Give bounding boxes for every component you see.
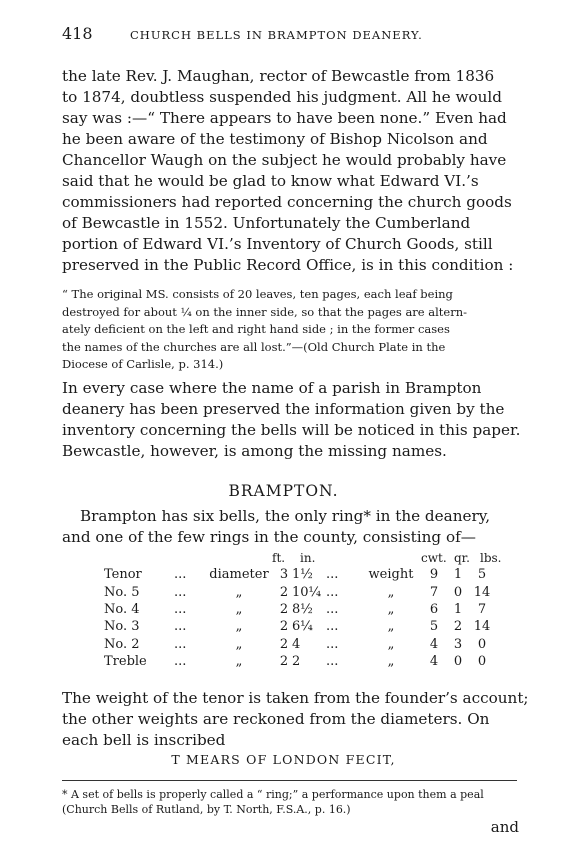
page-number: 418 <box>62 24 93 43</box>
text-line: Chancellor Waugh on the subject he would probably have <box>62 151 507 169</box>
bell-cell-cwt: 9 <box>429 567 439 583</box>
unit-in: in. <box>300 551 316 565</box>
bell-cell-lbs: 14 <box>473 584 491 600</box>
bell-row <box>104 653 494 670</box>
bell-cell-qr: 0 <box>453 584 463 600</box>
bell-cell-weight: „ <box>387 619 395 635</box>
bell-cell-dots1: ... <box>174 567 187 583</box>
bell-cell-measure: „ <box>235 584 243 600</box>
bell-cell-in: 8½ <box>292 601 313 617</box>
page-header <box>62 24 519 46</box>
bell-cell-measure: „ <box>235 654 243 670</box>
block-quote <box>62 286 519 374</box>
bell-cell-bell: No. 3 <box>104 619 140 635</box>
bell-row <box>104 566 494 583</box>
bell-inscription: T MEARS OF LONDON FECIT, <box>171 752 396 767</box>
bell-cell-measure: „ <box>235 619 243 635</box>
bell-cell-qr: 1 <box>453 567 463 583</box>
quote-line: “ The original MS. consists of 20 leaves, ten pages, each leaf being <box>62 287 453 301</box>
bell-cell-lbs: 5 <box>477 567 487 583</box>
quote-line: ately deficient on the left and right hand side ; in the former cases <box>62 322 450 337</box>
bell-row <box>104 601 494 618</box>
text-line: of Bewcastle in 1552. Unfortunately the Cumberland <box>62 214 471 232</box>
bell-cell-dots1: ... <box>174 619 187 635</box>
bell-cell-measure: „ <box>235 601 243 617</box>
bell-cell-lbs: 7 <box>477 601 487 617</box>
bell-cell-bell: Tenor <box>104 567 142 583</box>
bells-table <box>104 566 494 670</box>
bell-cell-cwt: 6 <box>429 601 439 617</box>
bell-cell-weight: „ <box>387 654 395 670</box>
text-line: said that he would be glad to know what Edward VI.’s <box>62 172 479 190</box>
bell-cell-in: 10¼ <box>292 584 322 600</box>
bell-cell-dots2: ... <box>326 636 339 652</box>
unit-ft: ft. <box>272 551 286 565</box>
paragraph-bewcastle <box>62 66 519 276</box>
bell-cell-weight: „ <box>387 584 395 600</box>
text-line: and one of the few rings in the county, consisting of— <box>62 528 476 546</box>
text-line: the late Rev. J. Maughan, rector of Bewcastle from 1836 <box>62 67 495 85</box>
bell-cell-cwt: 4 <box>429 636 439 652</box>
text-line: Bewcastle, however, is among the missing names. <box>62 442 447 460</box>
bell-cell-dots2: ... <box>326 567 339 583</box>
bell-cell-ft: 2 <box>279 654 289 670</box>
paragraph-inventory <box>62 378 519 462</box>
bell-cell-measure: diameter <box>209 567 269 583</box>
bell-cell-bell: No. 4 <box>104 601 140 617</box>
bell-cell-lbs: 0 <box>477 654 487 670</box>
bell-cell-dots1: ... <box>174 636 187 652</box>
unit-cwt: cwt. <box>421 551 447 565</box>
quote-line: destroyed for about ¼ on the inner side, so that the pages are altern- <box>62 304 468 319</box>
section-heading: BRAMPTON. <box>228 482 339 500</box>
bell-cell-cwt: 7 <box>429 584 439 600</box>
bell-cell-cwt: 5 <box>429 619 439 635</box>
bell-cell-bell: Treble <box>104 654 147 670</box>
catchword: and <box>490 818 519 836</box>
text-line: the other weights are reckoned from the diameters. On <box>62 710 490 728</box>
text-line: commissioners had reported concerning the church goods <box>62 193 512 211</box>
bell-cell-dots1: ... <box>174 584 187 600</box>
quote-line: Diocese of Carlisle, p. 314.) <box>62 357 224 372</box>
text-line: to 1874, doubtless suspended his judgment. All he would <box>62 88 502 106</box>
bell-cell-ft: 2 <box>279 601 289 617</box>
bell-cell-weight: „ <box>387 636 395 652</box>
text-line: preserved in the Public Record Office, is in this condition : <box>62 256 514 274</box>
text-line: inventory concerning the bells will be noticed in this paper. <box>62 421 521 439</box>
bell-cell-qr: 1 <box>453 601 463 617</box>
text-line: portion of Edward VI.’s Inventory of Church Goods, still <box>62 235 493 253</box>
bell-row <box>104 636 494 653</box>
unit-qr: qr. <box>454 551 470 565</box>
footnote-line: * A set of bells is properly called a “ ring;” a performance upon them a peal <box>62 788 484 801</box>
bell-cell-measure: „ <box>235 636 243 652</box>
bell-cell-ft: 3 <box>279 567 289 583</box>
bell-cell-qr: 0 <box>453 654 463 670</box>
text-line: he been aware of the testimony of Bishop Nicolson and <box>62 130 488 148</box>
bell-row <box>104 618 494 635</box>
bell-cell-cwt: 4 <box>429 654 439 670</box>
footnote <box>62 787 522 817</box>
running-title: CHURCH BELLS IN BRAMPTON DEANERY. <box>130 28 423 42</box>
bell-cell-bell: No. 5 <box>104 584 140 600</box>
bell-cell-lbs: 0 <box>477 636 487 652</box>
bell-cell-ft: 2 <box>279 636 289 652</box>
bell-cell-in: 1½ <box>292 567 313 583</box>
bell-cell-dots1: ... <box>174 654 187 670</box>
bell-cell-qr: 3 <box>453 636 463 652</box>
bell-cell-ft: 2 <box>279 619 289 635</box>
footnote-rule <box>62 780 517 781</box>
bell-cell-weight: weight <box>368 567 414 583</box>
bell-cell-dots1: ... <box>174 601 187 617</box>
bell-cell-ft: 2 <box>279 584 289 600</box>
text-line: The weight of the tenor is taken from the founder’s account; <box>62 689 529 707</box>
bell-cell-dots2: ... <box>326 601 339 617</box>
bell-cell-lbs: 14 <box>473 619 491 635</box>
bell-cell-bell: No. 2 <box>104 636 140 652</box>
bell-cell-dots2: ... <box>326 654 339 670</box>
unit-lbs: lbs. <box>480 551 502 565</box>
text-line: each bell is inscribed <box>62 731 226 749</box>
text-line: Brampton has six bells, the only ring* in the deanery, <box>80 507 491 525</box>
text-line: say was :—“ There appears to have been none.” Even had <box>62 109 507 127</box>
paragraph-weights <box>62 688 529 751</box>
paragraph-brampton <box>62 506 519 548</box>
bell-cell-dots2: ... <box>326 584 339 600</box>
bell-row <box>104 583 494 600</box>
bell-cell-in: 4 <box>292 636 301 652</box>
bell-cell-weight: „ <box>387 601 395 617</box>
bell-cell-in: 6¼ <box>292 619 313 635</box>
text-line: deanery has been preserved the information given by the <box>62 400 505 418</box>
bell-cell-in: 2 <box>292 654 301 670</box>
bell-cell-dots2: ... <box>326 619 339 635</box>
text-line: In every case where the name of a parish in Brampton <box>62 379 482 397</box>
footnote-line: (Church Bells of Rutland, by T. North, F.S.A., p. 16.) <box>62 803 351 816</box>
bell-cell-qr: 2 <box>453 619 463 635</box>
quote-line: the names of the churches are all lost.”—(Old Church Plate in the <box>62 339 446 354</box>
